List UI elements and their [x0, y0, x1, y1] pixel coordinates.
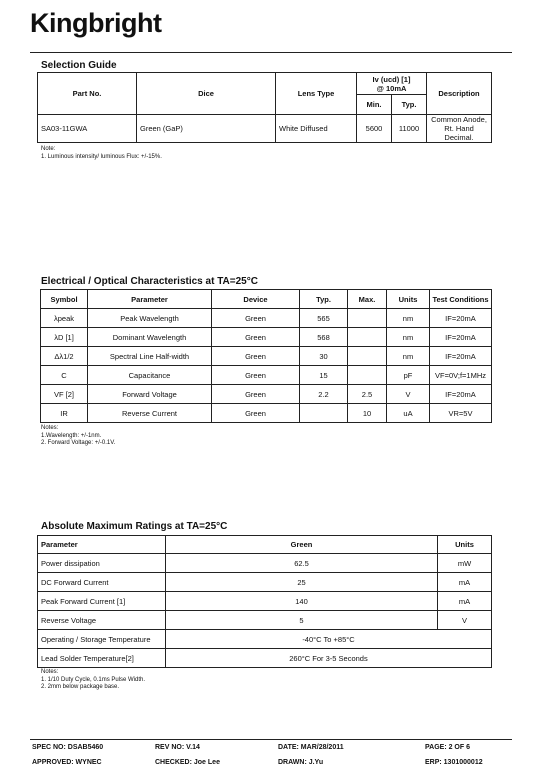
absolute-notes — [41, 669, 145, 692]
cell-units: V — [387, 385, 430, 404]
cell-param: Operating / Storage Temperature — [38, 630, 166, 649]
cell-units: nm — [387, 328, 430, 347]
cell-typ: 15 — [300, 366, 348, 385]
cell-max — [348, 347, 387, 366]
table-row — [38, 554, 492, 573]
cell-param: Reverse Voltage — [38, 611, 166, 630]
table-row — [38, 573, 492, 592]
cell-dice: Green (GaP) — [137, 115, 276, 143]
note-line: Notes: — [41, 425, 59, 431]
col-iv-min: Min. — [357, 95, 392, 115]
cell-min: 5600 — [357, 115, 392, 143]
cell-symbol: IR — [41, 404, 88, 423]
absolute-ratings-table — [37, 535, 492, 668]
cell-typ — [300, 404, 348, 423]
spec-no: SPEC NO: DSAB5460 — [32, 744, 104, 751]
note-line: 2. Forward Voltage: +/-0.1V. — [41, 440, 116, 446]
cell-device: Green — [212, 328, 300, 347]
desc-line-1: Common Anode, — [431, 115, 487, 124]
cell-desc — [427, 115, 492, 143]
brand-logo: Kingbright — [30, 8, 162, 38]
table-row — [41, 366, 492, 385]
table-row — [38, 592, 492, 611]
note-line: 2. 2mm below package base. — [41, 684, 120, 690]
cell-param: Peak Wavelength — [88, 309, 212, 328]
cell-part: SA03-11GWA — [38, 115, 137, 143]
electrical-title: Electrical / Optical Characteristics at TA=25°C — [41, 276, 258, 287]
table-row — [38, 115, 492, 143]
col-symbol: Symbol — [41, 290, 88, 309]
cell-param: Dominant Wavelength — [88, 328, 212, 347]
cell-max — [348, 328, 387, 347]
page-number: PAGE: 2 OF 6 — [425, 744, 470, 751]
cell-param: Forward Voltage — [88, 385, 212, 404]
rev-no: REV NO: V.14 — [155, 744, 200, 751]
cell-value: 5 — [166, 611, 438, 630]
cell-cond: VF=0V;f=1MHz — [430, 366, 492, 385]
col-max: Max. — [348, 290, 387, 309]
col-device: Device — [212, 290, 300, 309]
absolute-ratings-title: Absolute Maximum Ratings at TA=25°C — [41, 521, 228, 532]
table-row — [41, 404, 492, 423]
cell-cond: IF=20mA — [430, 309, 492, 328]
cell-max — [348, 366, 387, 385]
cell-device: Green — [212, 366, 300, 385]
cell-param: Lead Solder Temperature[2] — [38, 649, 166, 668]
table-row — [41, 309, 492, 328]
iv-label: Iv (ucd) [1] — [372, 74, 411, 84]
cell-cond: IF=20mA — [430, 385, 492, 404]
header-divider — [30, 52, 512, 53]
table-row — [38, 649, 492, 668]
cell-param: Spectral Line Half-width — [88, 347, 212, 366]
col-green: Green — [166, 536, 438, 554]
cell-units: nm — [387, 347, 430, 366]
note-line: Note: — [41, 146, 56, 152]
col-parameter: Parameter — [38, 536, 166, 554]
cell-symbol: C — [41, 366, 88, 385]
note-line: Notes: — [41, 669, 59, 675]
cell-typ: 2.2 — [300, 385, 348, 404]
desc-line-2: Rt. Hand Decimal. — [444, 124, 474, 142]
cell-cond: IF=20mA — [430, 328, 492, 347]
cell-lens: White Diffused — [276, 115, 357, 143]
cell-units: mA — [438, 592, 492, 611]
col-test-conditions: Test Conditions — [430, 290, 492, 309]
col-lens-type: Lens Type — [276, 73, 357, 115]
cell-max — [348, 309, 387, 328]
cell-max: 10 — [348, 404, 387, 423]
cell-units: pF — [387, 366, 430, 385]
cell-cond: VR=5V — [430, 404, 492, 423]
col-iv-typ: Typ. — [392, 95, 427, 115]
note-line: 1. 1/10 Duty Cycle, 0.1ms Pulse Width. — [41, 676, 146, 683]
cell-symbol: Δλ1/2 — [41, 347, 88, 366]
cell-value: -40°C To +85°C — [166, 630, 492, 649]
cell-symbol: λpeak — [41, 309, 88, 328]
selection-guide-title: Selection Guide — [41, 60, 117, 71]
cell-typ: 565 — [300, 309, 348, 328]
checked-by: CHECKED: Joe Lee — [155, 759, 220, 766]
cell-param: Reverse Current — [88, 404, 212, 423]
note-line: 1. Luminous intensity/ luminous Flux: +/-15%. — [41, 153, 162, 160]
cell-typ: 30 — [300, 347, 348, 366]
cell-symbol: λD [1] — [41, 328, 88, 347]
table-row — [41, 347, 492, 366]
cell-units: mA — [438, 573, 492, 592]
cell-units: V — [438, 611, 492, 630]
table-row — [41, 385, 492, 404]
col-parameter: Parameter — [88, 290, 212, 309]
col-dice: Dice — [137, 73, 276, 115]
cell-units: nm — [387, 309, 430, 328]
cell-value: 25 — [166, 573, 438, 592]
cell-value: 260°C For 3-5 Seconds — [166, 649, 492, 668]
table-row — [38, 630, 492, 649]
cell-units: mW — [438, 554, 492, 573]
approved-by: APPROVED: WYNEC — [32, 759, 102, 766]
cell-value: 140 — [166, 592, 438, 611]
cell-param: Power dissipation — [38, 554, 166, 573]
erp-number: ERP: 1301000012 — [425, 759, 483, 766]
cell-device: Green — [212, 404, 300, 423]
iv-sub-label: @ 10mA — [376, 83, 407, 93]
col-iv — [357, 73, 427, 95]
cell-param: Capacitance — [88, 366, 212, 385]
cell-typ: 11000 — [392, 115, 427, 143]
selection-guide-table — [37, 72, 492, 143]
col-typ: Typ. — [300, 290, 348, 309]
cell-units: uA — [387, 404, 430, 423]
cell-device: Green — [212, 309, 300, 328]
cell-symbol: VF [2] — [41, 385, 88, 404]
col-part-no: Part No. — [38, 73, 137, 115]
cell-device: Green — [212, 347, 300, 366]
selection-notes — [41, 146, 162, 161]
table-row — [41, 328, 492, 347]
col-units: Units — [438, 536, 492, 554]
cell-param: Peak Forward Current [1] — [38, 592, 166, 611]
electrical-notes — [41, 425, 115, 448]
table-row — [38, 611, 492, 630]
cell-param: DC Forward Current — [38, 573, 166, 592]
cell-device: Green — [212, 385, 300, 404]
col-units: Units — [387, 290, 430, 309]
col-description: Description — [427, 73, 492, 115]
electrical-table — [40, 289, 492, 423]
cell-typ: 568 — [300, 328, 348, 347]
date: DATE: MAR/28/2011 — [278, 744, 344, 751]
cell-cond: IF=20mA — [430, 347, 492, 366]
cell-value: 62.5 — [166, 554, 438, 573]
drawn-by: DRAWN: J.Yu — [278, 759, 324, 766]
note-line: 1.Wavelength: +/-1nm. — [41, 432, 102, 439]
cell-max: 2.5 — [348, 385, 387, 404]
footer-divider — [30, 739, 512, 740]
